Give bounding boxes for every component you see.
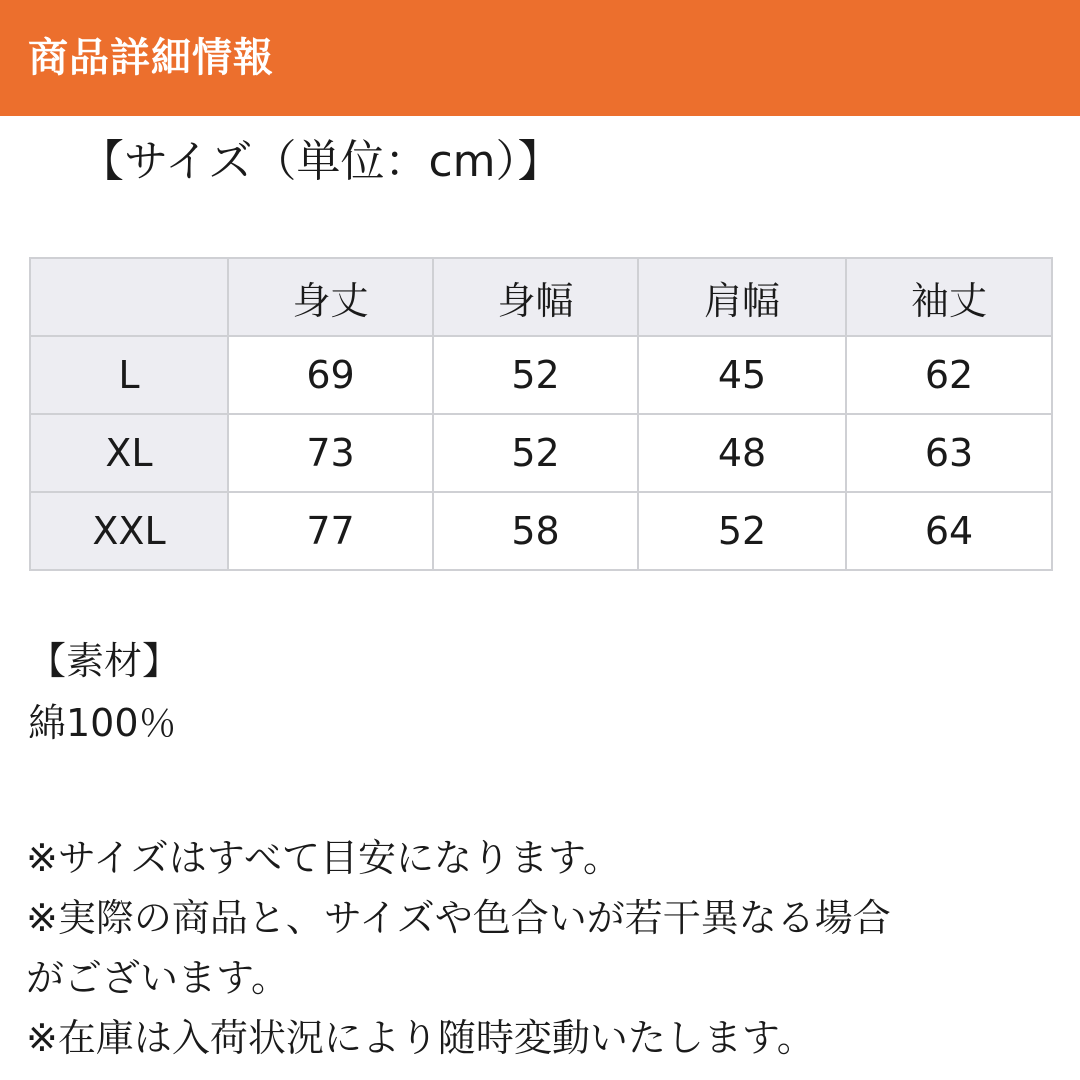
size-table bbox=[29, 257, 1053, 571]
size-heading: 【サイズ（単位：cm）】 bbox=[80, 136, 562, 187]
table-cell: 64 bbox=[846, 492, 1052, 570]
table-cell: 45 bbox=[638, 336, 846, 414]
table-cell: 77 bbox=[228, 492, 433, 570]
table-cell: 62 bbox=[846, 336, 1052, 414]
table-row bbox=[30, 492, 1052, 570]
table-cell: 69 bbox=[228, 336, 433, 414]
size-label: L bbox=[30, 336, 228, 414]
table-cell: 52 bbox=[433, 336, 638, 414]
header-cell-body-length: 身丈 bbox=[228, 258, 433, 336]
note-line: ※実際の商品と、サイズや色合いが若干異なる場合 bbox=[26, 896, 891, 940]
table-cell: 58 bbox=[433, 492, 638, 570]
header-cell-shoulder-width: 肩幅 bbox=[638, 258, 846, 336]
header-title: 商品詳細情報 bbox=[28, 35, 274, 81]
header-cell-sleeve-length: 袖丈 bbox=[846, 258, 1052, 336]
table-header-row bbox=[30, 258, 1052, 336]
header-cell-body-width: 身幅 bbox=[433, 258, 638, 336]
notes-list bbox=[26, 828, 1076, 1068]
note-line: ※在庫は入荷状況により随時変動いたします。 bbox=[26, 1016, 815, 1060]
header-cell-empty bbox=[30, 258, 228, 336]
table-cell: 52 bbox=[433, 414, 638, 492]
table-cell: 73 bbox=[228, 414, 433, 492]
material-value: 綿100％ bbox=[28, 701, 177, 745]
table-row bbox=[30, 336, 1052, 414]
note-line: がございます。 bbox=[26, 956, 289, 1000]
table-row bbox=[30, 414, 1052, 492]
note-line: ※サイズはすべて目安になります。 bbox=[26, 836, 622, 880]
section-header bbox=[0, 0, 1080, 116]
table-cell: 52 bbox=[638, 492, 846, 570]
table-cell: 48 bbox=[638, 414, 846, 492]
size-label: XL bbox=[30, 414, 228, 492]
size-label: XXL bbox=[30, 492, 228, 570]
material-heading: 【素材】 bbox=[28, 639, 181, 683]
table-cell: 63 bbox=[846, 414, 1052, 492]
